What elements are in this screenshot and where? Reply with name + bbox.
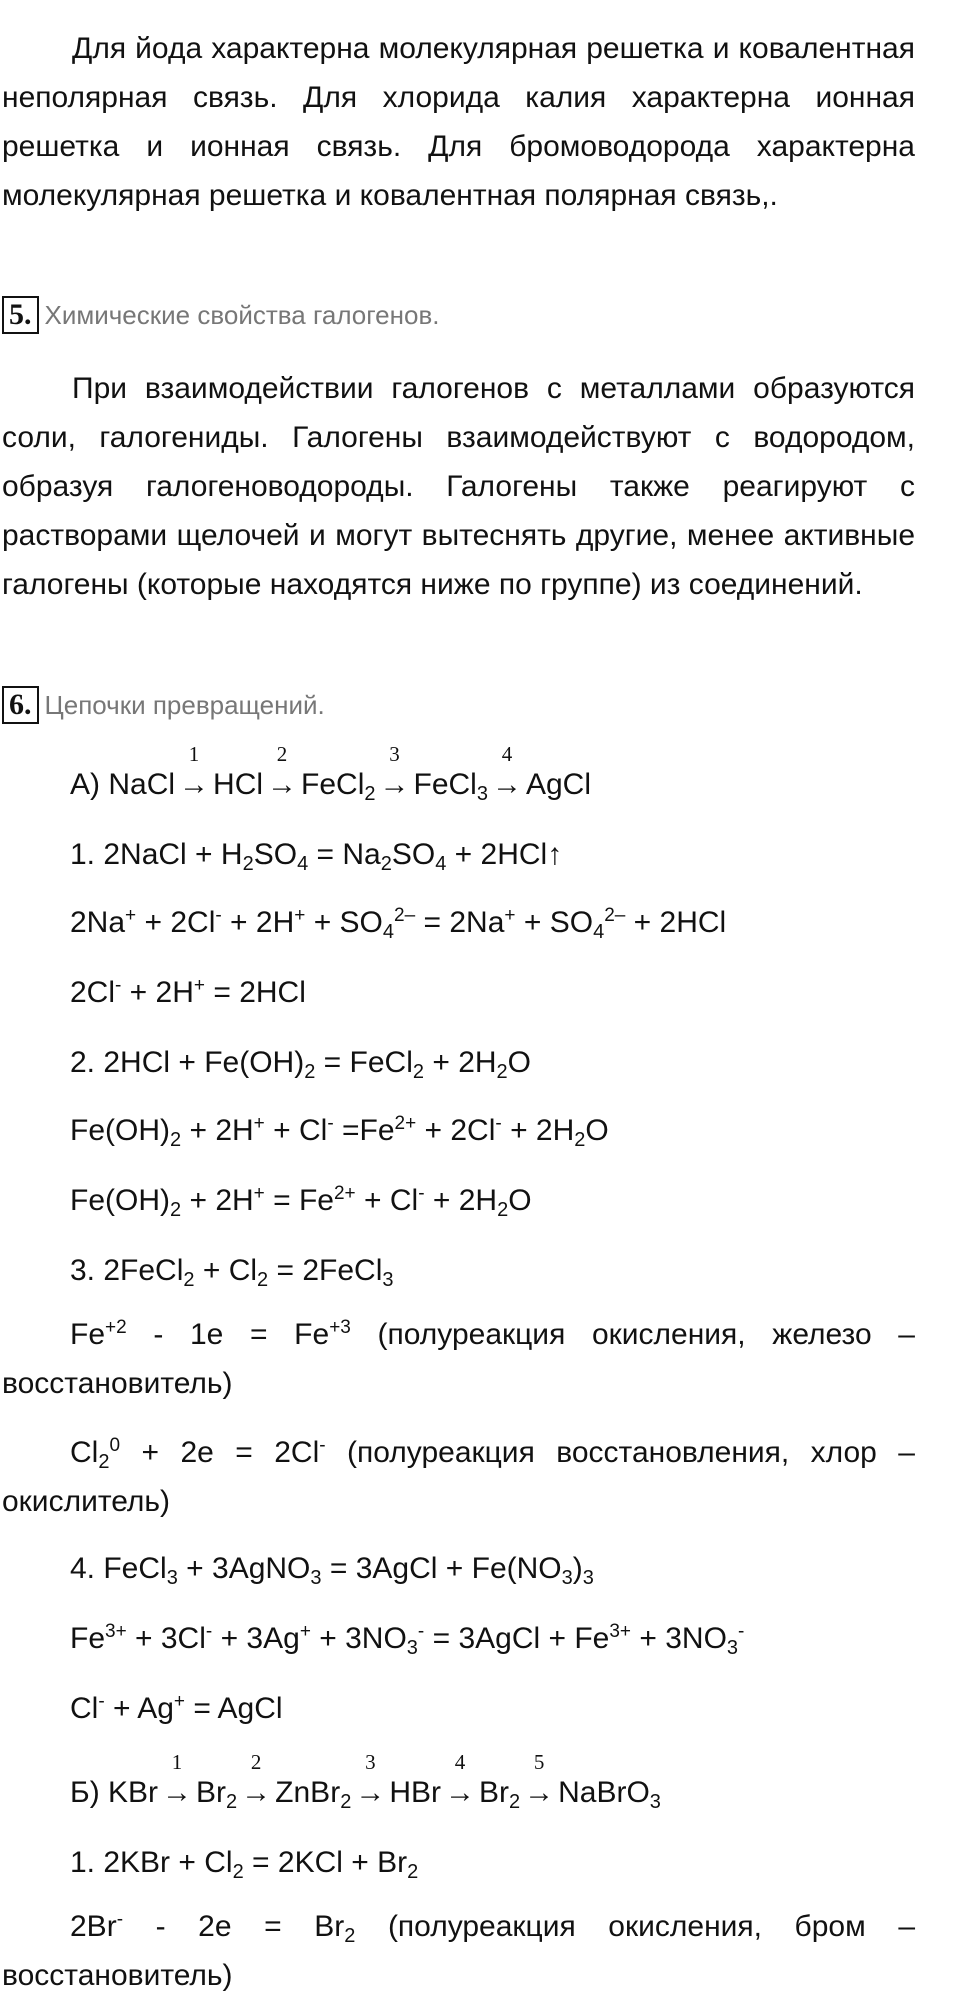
chain-label: А) [70, 768, 100, 801]
section-number: 5. [2, 296, 39, 334]
section-5-heading [2, 296, 440, 334]
intro-paragraph: Для йода характерна молекулярная решетка и ковалентная неполярная связь. Для хлорида калия характерна ионная решетка и ионная связь. Для бромоводорода характерна молекулярная решетка и ковалентная полярная связь,. [2, 32, 915, 212]
equation: Cl- + Ag+ = AgCl [70, 1691, 283, 1725]
arrow-step: 1 → [179, 742, 210, 801]
chain-b [70, 1750, 661, 1813]
equation: 3. 2FeCl$_2$ + $Cl_2$ = 2FeCl$_3$ [70, 1254, 394, 1291]
substance: NaCl [108, 768, 176, 801]
arrow-step: 4 → [491, 742, 522, 801]
equation: 2Cl- + 2H+ = 2HCl [70, 975, 306, 1009]
equation: $Fe(OH)_2 + 2H^+ + Cl^- =Fe^{2+} + 2Cl^- + 2H_2O$ [70, 1113, 609, 1151]
equation: 2. $2HCl + Fe(OH)_2$ = FeCl$_2$ + $2H_2O$ [70, 1046, 532, 1083]
substance: AgCl [525, 768, 591, 801]
section-5-paragraph: При взаимодействии галогенов с металлами образуются соли, галогениды. Галогены взаимодействуют с водородом, образуя галогеноводороды. Галогены также реагируют с растворами щелочей и могут вытеснять другие, менее активные галогены (которые находятся ниже по группе) из соединений. [2, 372, 915, 601]
substance: $Br_2$ [478, 1776, 521, 1813]
section-title: Цепочки превращений. [44, 689, 325, 720]
arrow-step: 1 → [162, 1750, 193, 1809]
section-6-heading [2, 686, 325, 724]
substance: NaBrO$_3$ [558, 1776, 661, 1813]
arrow-step: 3 → [379, 742, 410, 801]
substance: HCl [213, 768, 264, 801]
equation: 4. FeCl$_3$ + 3AgNO$_3$ = 3AgCl + $Fe(NO_3)_3$ [70, 1552, 594, 1589]
half-reaction-reduction: $Cl_2^0 + 2e = 2Cl^-$ (полуреакция восстановления, хлор – окислитель) [2, 1435, 915, 1518]
chain-label: Б) [70, 1776, 100, 1809]
arrow-step: 2 → [267, 742, 298, 801]
substance: HBr [389, 1776, 441, 1809]
substance: KBr [108, 1776, 159, 1809]
section-number: 6. [2, 686, 39, 724]
half-reaction-bromine: $2Br^- - 2e = Br_2$ (полуреакция окисления, бром – восстановитель) [2, 1909, 915, 1992]
equation: $Fe(OH)_2 + 2H^+ = Fe^{2+} + Cl^- + 2H_2O$ [70, 1183, 532, 1221]
equation: 1. 2NaCl + $H_2SO_4 = Na_2SO_4$ + 2HCl↑ [70, 838, 563, 875]
substance: $Br_2$ [196, 1776, 238, 1813]
substance: FeCl$_3$ [413, 768, 488, 805]
section-title: Химические свойства галогенов. [44, 299, 440, 330]
equation: $2Na^+ + 2Cl^- + 2H^+ + SO_4^{2-} = 2Na^+ + SO_4^{2-} + 2HCl$ [70, 905, 727, 943]
chain-a [70, 742, 591, 805]
substance: FeCl$_2$ [301, 768, 376, 805]
arrow-step: 2 → [241, 1750, 272, 1809]
arrow-step: 5 → [524, 1750, 555, 1809]
equation: $Fe^{3+} + 3Cl^- + 3Ag^+ + 3NO_3^-$ = 3AgCl + $Fe^{3+} + 3NO_3^-$ [70, 1621, 745, 1659]
substance: ZnBr$_2$ [275, 1776, 352, 1813]
equation: 1. $2KBr + Cl_2 = 2KCl + Br_2$ [70, 1846, 419, 1883]
arrow-step: 4 → [444, 1750, 475, 1809]
half-reaction-oxidation: $Fe^{+2} - 1e = Fe^{+3}$ (полуреакция окисления, железо – восстановитель) [2, 1317, 915, 1400]
arrow-step: 3 → [355, 1750, 386, 1809]
